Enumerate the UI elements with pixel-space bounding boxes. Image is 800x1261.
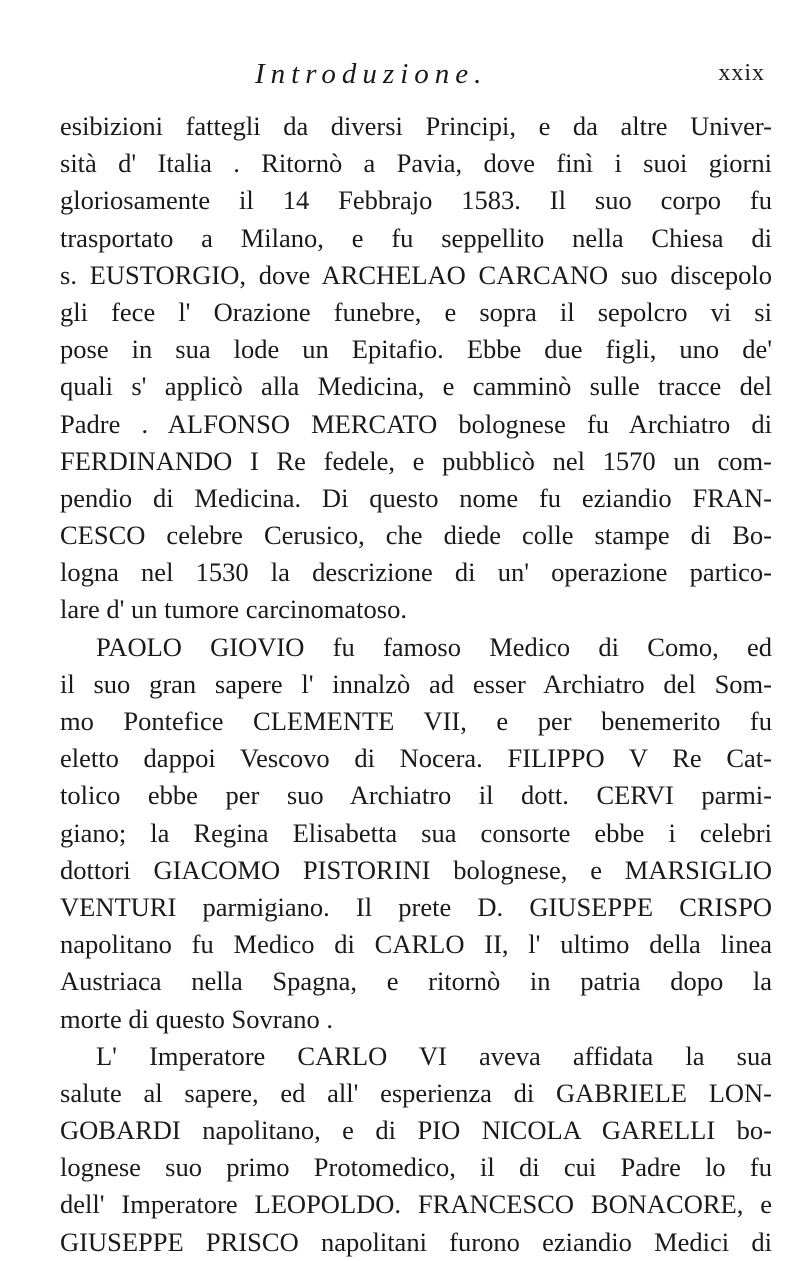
text-line: logna nel 1530 la descrizione di un' operazione partico-: [60, 557, 772, 588]
text-line: Austriaca nella Spagna, e ritornò in patria dopo la: [60, 966, 772, 997]
text-line: pendio di Medicina. Di questo nome fu eziandio FRAN-: [60, 482, 772, 513]
text-line: VENTURI parmigiano. Il prete D. GIUSEPPE CRISPO: [60, 891, 772, 922]
text-line: napolitano fu Medico di CARLO II, l' ultimo della linea: [60, 929, 772, 960]
text-line: dottori GIACOMO PISTORINI bolognese, e MARSIGLIO: [60, 854, 772, 885]
text-line: salute al sapere, ed all' esperienza di GABRIELE LON-: [60, 1077, 772, 1108]
running-title: Introduzione.: [255, 58, 488, 90]
body-text: [60, 108, 772, 1261]
text-line: Padre . ALFONSO MERCATO bolognese fu Archiatro di: [60, 408, 772, 439]
text-line: sità d' Italia . Ritornò a Pavia, dove finì i suoi giorni: [60, 148, 772, 179]
text-line: esibizioni fattegli da diversi Principi, e da altre Univer-: [60, 111, 772, 141]
text-line: GOBARDI napolitano, e di PIO NICOLA GARELLI bo-: [60, 1115, 772, 1146]
text-line: mo Pontefice CLEMENTE VII, e per benemerito fu: [60, 706, 772, 736]
text-line: gli fece l' Orazione funebre, e sopra il sepolcro vi si: [60, 296, 772, 327]
text-line: lare d' un tumore carcinomatoso.: [60, 594, 407, 625]
text-line: s. EUSTORGIO, dove ARCHELAO CARCANO suo discepolo: [60, 259, 772, 290]
text-line: il suo gran sapere l' innalzò ad esser Archiatro del Som-: [60, 668, 772, 699]
text-line: morte di questo Sovrano .: [60, 1003, 334, 1034]
text-line: FERDINANDO I Re fedele, e pubblicò nel 1570 un com-: [60, 445, 772, 476]
text-line: trasportato a Milano, e fu seppellito nella Chiesa di: [60, 222, 772, 253]
text-line: tolico ebbe per suo Archiatro il dott. CERVI parmi-: [60, 780, 772, 811]
text-line: pose in sua lode un Epitafio. Ebbe due figli, uno de': [60, 334, 772, 365]
text-line: lognese suo primo Protomedico, il di cui Padre lo fu: [60, 1152, 772, 1183]
text-line: quali s' applicò alla Medicina, e camminò sulle tracce del: [60, 371, 772, 402]
text-line: eletto dappoi Vescovo di Nocera. FILIPPO V Re Cat-: [60, 743, 772, 774]
paragraph-start-line: L' Imperatore CARLO VI aveva affidata la sua: [96, 1040, 772, 1071]
running-head: [60, 56, 765, 96]
text-line: dell' Imperatore LEOPOLDO. FRANCESCO BONACORE, e: [60, 1189, 772, 1220]
text-line: gloriosamente il 14 Febbrajo 1583. Il suo corpo fu: [60, 185, 772, 216]
text-line: CESCO celebre Cerusico, che diede colle stampe di Bo-: [60, 520, 772, 551]
paragraph-start-line: PAOLO GIOVIO fu famoso Medico di Como, ed: [96, 631, 772, 662]
text-line: giano; la Regina Elisabetta sua consorte ebbe i celebri: [60, 817, 772, 848]
page-number: xxix: [718, 60, 765, 86]
text-line: GIUSEPPE PRISCO napolitani furono eziandio Medici di: [60, 1226, 772, 1257]
